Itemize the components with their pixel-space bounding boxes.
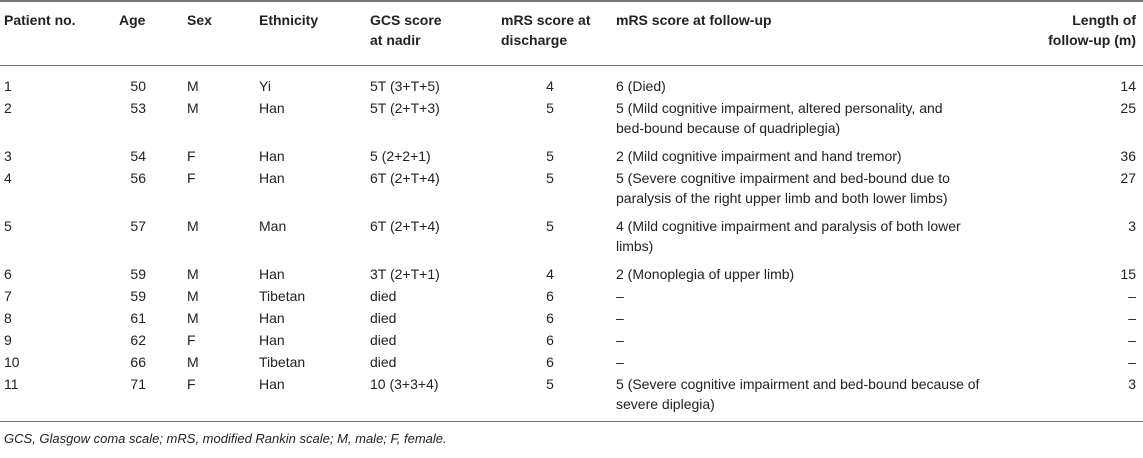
cell-patient-no: 2	[4, 100, 12, 116]
cell-patient-no: 9	[4, 332, 12, 348]
cell-sex: M	[187, 78, 199, 94]
cell-gcs: 5T (3+T+5)	[370, 78, 440, 94]
cell-age: 61	[130, 310, 146, 326]
table-bottom-rule	[0, 421, 1143, 422]
cell-length-followup: 27	[1120, 170, 1136, 186]
cell-patient-no: 4	[4, 170, 12, 186]
cell-sex: F	[187, 170, 196, 186]
cell-ethnicity: Han	[259, 266, 285, 282]
cell-length-followup: –	[1128, 332, 1136, 348]
cell-sex: F	[187, 148, 196, 164]
header-mrs-discharge-line1: mRS score at	[501, 12, 591, 28]
cell-age: 66	[130, 354, 146, 370]
header-mrs-discharge-line2: discharge	[501, 32, 568, 48]
cell-mrs-discharge: 4	[546, 78, 554, 94]
header-gcs-line2: at nadir	[370, 32, 421, 48]
cell-mrs-discharge: 5	[546, 148, 554, 164]
cell-length-followup: –	[1128, 354, 1136, 370]
cell-mrs-followup: severe diplegia)	[616, 396, 715, 412]
cell-mrs-followup: –	[616, 332, 624, 348]
cell-length-followup: –	[1128, 288, 1136, 304]
cell-patient-no: 3	[4, 148, 12, 164]
cell-age: 59	[130, 288, 146, 304]
cell-mrs-discharge: 5	[546, 100, 554, 116]
header-gcs-line1: GCS score	[370, 12, 442, 28]
cell-ethnicity: Han	[259, 332, 285, 348]
cell-gcs: 10 (3+3+4)	[370, 376, 439, 392]
cell-sex: M	[187, 288, 199, 304]
cell-age: 50	[130, 78, 146, 94]
cell-ethnicity: Han	[259, 100, 285, 116]
cell-ethnicity: Han	[259, 376, 285, 392]
cell-mrs-followup: limbs)	[616, 238, 654, 254]
table-footnote: GCS, Glasgow coma scale; mRS, modified Rankin scale; M, male; F, female.	[4, 431, 447, 446]
cell-patient-no: 1	[4, 78, 12, 94]
cell-ethnicity: Yi	[259, 78, 271, 94]
cell-sex: M	[187, 100, 199, 116]
cell-length-followup: 25	[1120, 100, 1136, 116]
cell-mrs-discharge: 6	[546, 310, 554, 326]
cell-length-followup: 14	[1120, 78, 1136, 94]
header-length-line2: follow-up (m)	[1048, 32, 1136, 48]
cell-patient-no: 6	[4, 266, 12, 282]
cell-gcs: 5T (2+T+3)	[370, 100, 440, 116]
cell-sex: F	[187, 376, 196, 392]
cell-ethnicity: Han	[259, 148, 285, 164]
cell-mrs-discharge: 6	[546, 332, 554, 348]
cell-patient-no: 11	[4, 376, 19, 392]
header-mrs-followup: mRS score at follow-up	[616, 12, 772, 28]
cell-length-followup: 3	[1128, 218, 1136, 234]
cell-sex: M	[187, 266, 199, 282]
cell-age: 59	[130, 266, 146, 282]
cell-mrs-discharge: 4	[546, 266, 554, 282]
cell-length-followup: 36	[1120, 148, 1136, 164]
table-header-rule	[0, 65, 1143, 66]
cell-mrs-discharge: 6	[546, 354, 554, 370]
cell-patient-no: 8	[4, 310, 12, 326]
cell-sex: M	[187, 218, 199, 234]
header-patient-no: Patient no.	[4, 12, 76, 28]
cell-mrs-followup: 5 (Severe cognitive impairment and bed-bound because of	[616, 376, 980, 392]
cell-length-followup: 3	[1128, 376, 1136, 392]
header-ethnicity: Ethnicity	[259, 12, 319, 28]
header-sex: Sex	[187, 12, 212, 28]
cell-mrs-discharge: 5	[546, 170, 554, 186]
cell-mrs-followup: 5 (Mild cognitive impairment, altered personality, and	[616, 100, 943, 116]
header-length-line1: Length of	[1072, 12, 1136, 28]
cell-age: 54	[130, 148, 146, 164]
cell-gcs: died	[370, 288, 397, 304]
cell-gcs: died	[370, 310, 397, 326]
cell-mrs-followup: bed-bound because of quadriplegia)	[616, 120, 841, 136]
cell-ethnicity: Tibetan	[259, 354, 306, 370]
cell-gcs: 6T (2+T+4)	[370, 170, 440, 186]
cell-gcs: 5 (2+2+1)	[370, 148, 431, 164]
cell-sex: F	[187, 332, 196, 348]
cell-sex: M	[187, 310, 199, 326]
cell-mrs-followup: paralysis of the right upper limb and both lower limbs)	[616, 190, 948, 206]
cell-length-followup: –	[1128, 310, 1136, 326]
cell-gcs: died	[370, 332, 397, 348]
cell-gcs: 6T (2+T+4)	[370, 218, 440, 234]
cell-mrs-followup: 4 (Mild cognitive impairment and paralysis of both lower	[616, 218, 961, 234]
cell-mrs-discharge: 6	[546, 288, 554, 304]
cell-patient-no: 10	[4, 354, 20, 370]
cell-age: 71	[130, 376, 146, 392]
cell-mrs-discharge: 5	[546, 218, 554, 234]
cell-mrs-followup: 2 (Mild cognitive impairment and hand tremor)	[616, 148, 902, 164]
cell-length-followup: 15	[1120, 266, 1136, 282]
cell-age: 62	[130, 332, 146, 348]
cell-mrs-followup: –	[616, 288, 624, 304]
cell-gcs: died	[370, 354, 397, 370]
cell-mrs-discharge: 5	[546, 376, 554, 392]
header-age: Age	[119, 12, 146, 28]
cell-sex: M	[187, 354, 199, 370]
cell-mrs-followup: –	[616, 310, 624, 326]
cell-ethnicity: Tibetan	[259, 288, 306, 304]
cell-gcs: 3T (2+T+1)	[370, 266, 440, 282]
cell-mrs-followup: 6 (Died)	[616, 78, 666, 94]
cell-patient-no: 5	[4, 218, 12, 234]
table-top-rule	[0, 0, 1143, 2]
cell-ethnicity: Man	[259, 218, 287, 234]
cell-age: 56	[130, 170, 146, 186]
cell-mrs-followup: 5 (Severe cognitive impairment and bed-bound due to	[616, 170, 950, 186]
cell-ethnicity: Han	[259, 310, 285, 326]
cell-mrs-followup: 2 (Monoplegia of upper limb)	[616, 266, 795, 282]
cell-age: 57	[130, 218, 146, 234]
cell-age: 53	[130, 100, 146, 116]
cell-ethnicity: Han	[259, 170, 285, 186]
cell-mrs-followup: –	[616, 354, 624, 370]
cell-patient-no: 7	[4, 288, 12, 304]
